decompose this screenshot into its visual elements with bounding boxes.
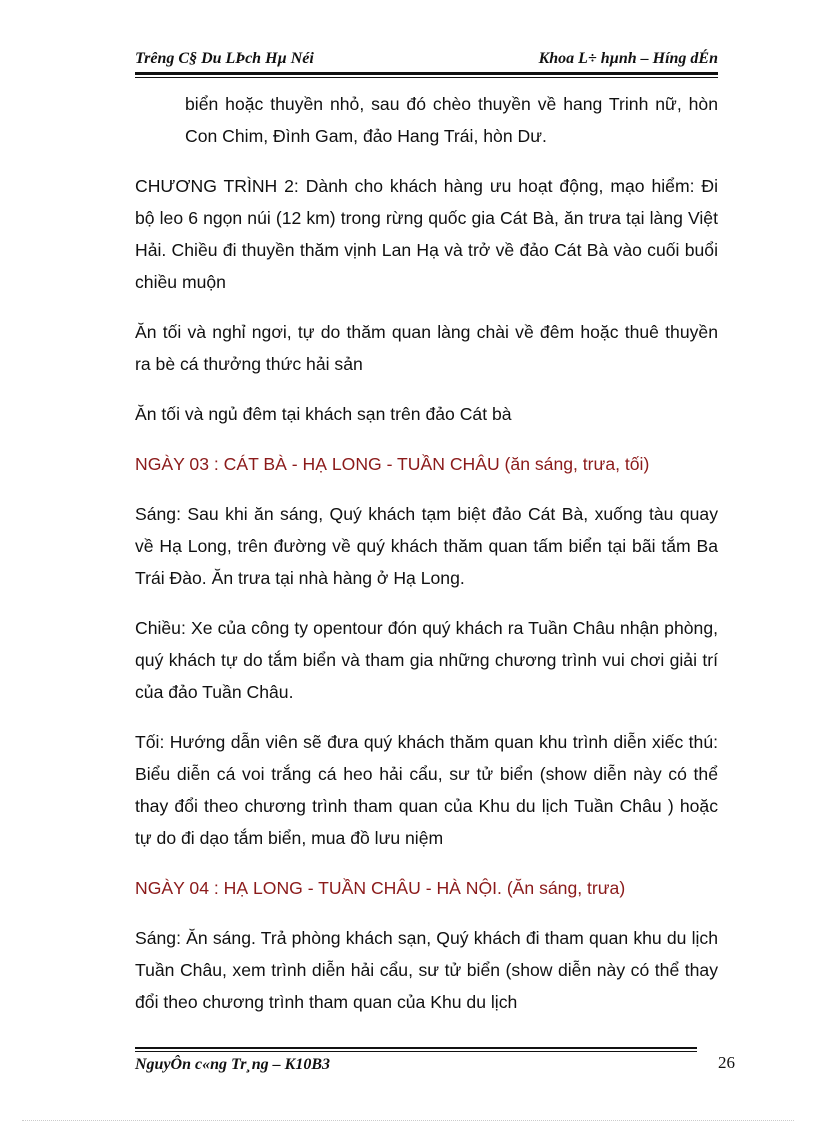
- header-school: Trêng C§ Du LÞch Hµ Néi: [135, 50, 314, 67]
- header-department: Khoa L÷ hµnh – Híng dÉn: [538, 50, 718, 67]
- paragraph-day4-morning: Sáng: Ăn sáng. Trả phòng khách sạn, Quý khách đi tham quan khu du lịch Tuần Châu, xem trình diễn hải cẩu, sư tử biển (show diễn này có thể thay đổi theo chương trình tham quan của Khu du lịch: [135, 928, 718, 1012]
- paragraph-evening: Ăn tối và nghỉ ngơi, tự do thăm quan làng chài về đêm hoặc thuê thuyền ra bè cá thưởng thức hải sản: [135, 322, 718, 374]
- page-header: [135, 50, 718, 72]
- paragraph-overnight: Ăn tối và ngủ đêm tại khách sạn trên đảo Cát bà: [135, 404, 512, 424]
- day-04-heading: NGÀY 04 : HẠ LONG - TUẦN CHÂU - HÀ NỘI. (Ăn sáng, trưa): [135, 878, 626, 898]
- paragraph-day3-morning: Sáng: Sau khi ăn sáng, Quý khách tạm biệt đảo Cát Bà, xuống tàu quay về Hạ Long, trên đường về quý khách thăm quan tấm biển tại bãi tắm Ba Trái Đào. Ăn trưa tại nhà hàng ở Hạ Long.: [135, 504, 718, 588]
- paragraph-continuation: biển hoặc thuyền nhỏ, sau đó chèo thuyền về hang Trinh nữ, hòn Con Chim, Đình Gam, đảo Hang Trái, hòn Dư.: [185, 94, 718, 146]
- paragraph-day3-afternoon: Chiều: Xe của công ty opentour đón quý khách ra Tuần Châu nhận phòng, quý khách tự do tắm biển và tham gia những chương trình vui chơi giải trí của đảo Tuần Châu.: [135, 618, 718, 702]
- footer-author: NguyÔn c«ng Tr¸ng – K10B3: [135, 1056, 330, 1073]
- document-body: [135, 88, 718, 1036]
- day-03-heading: NGÀY 03 : CÁT BÀ - HẠ LONG - TUẦN CHÂU (ăn sáng, trưa, tối): [135, 454, 650, 474]
- footer-rule-thin: [135, 1051, 697, 1052]
- header-rule: [135, 72, 718, 75]
- page-bottom-border: [22, 1120, 794, 1121]
- paragraph-program-2: CHƯƠNG TRÌNH 2: Dành cho khách hàng ưu hoạt động, mạo hiểm: Đi bộ leo 6 ngọn núi (12 km) trong rừng quốc gia Cát Bà, ăn trưa tại làng Việt Hải. Chiều đi thuyền thăm vịnh Lan Hạ và trở về đảo Cát Bà vào cuối buổi chiều muộn: [135, 176, 718, 292]
- header-rule-thin: [135, 77, 718, 78]
- paragraph-day3-evening: Tối: Hướng dẫn viên sẽ đưa quý khách thăm quan khu trình diễn xiếc thú: Biểu diễn cá voi trắng cá heo hải cẩu, sư tử biển (show diễn này có thể thay đổi theo chương trình tham quan của Khu du lịch Tuần Châu ) hoặc tự do đi dạo tắm biển, mua đồ lưu niệm: [135, 732, 718, 848]
- footer-rule: [135, 1047, 697, 1049]
- page-number: 26: [718, 1053, 735, 1072]
